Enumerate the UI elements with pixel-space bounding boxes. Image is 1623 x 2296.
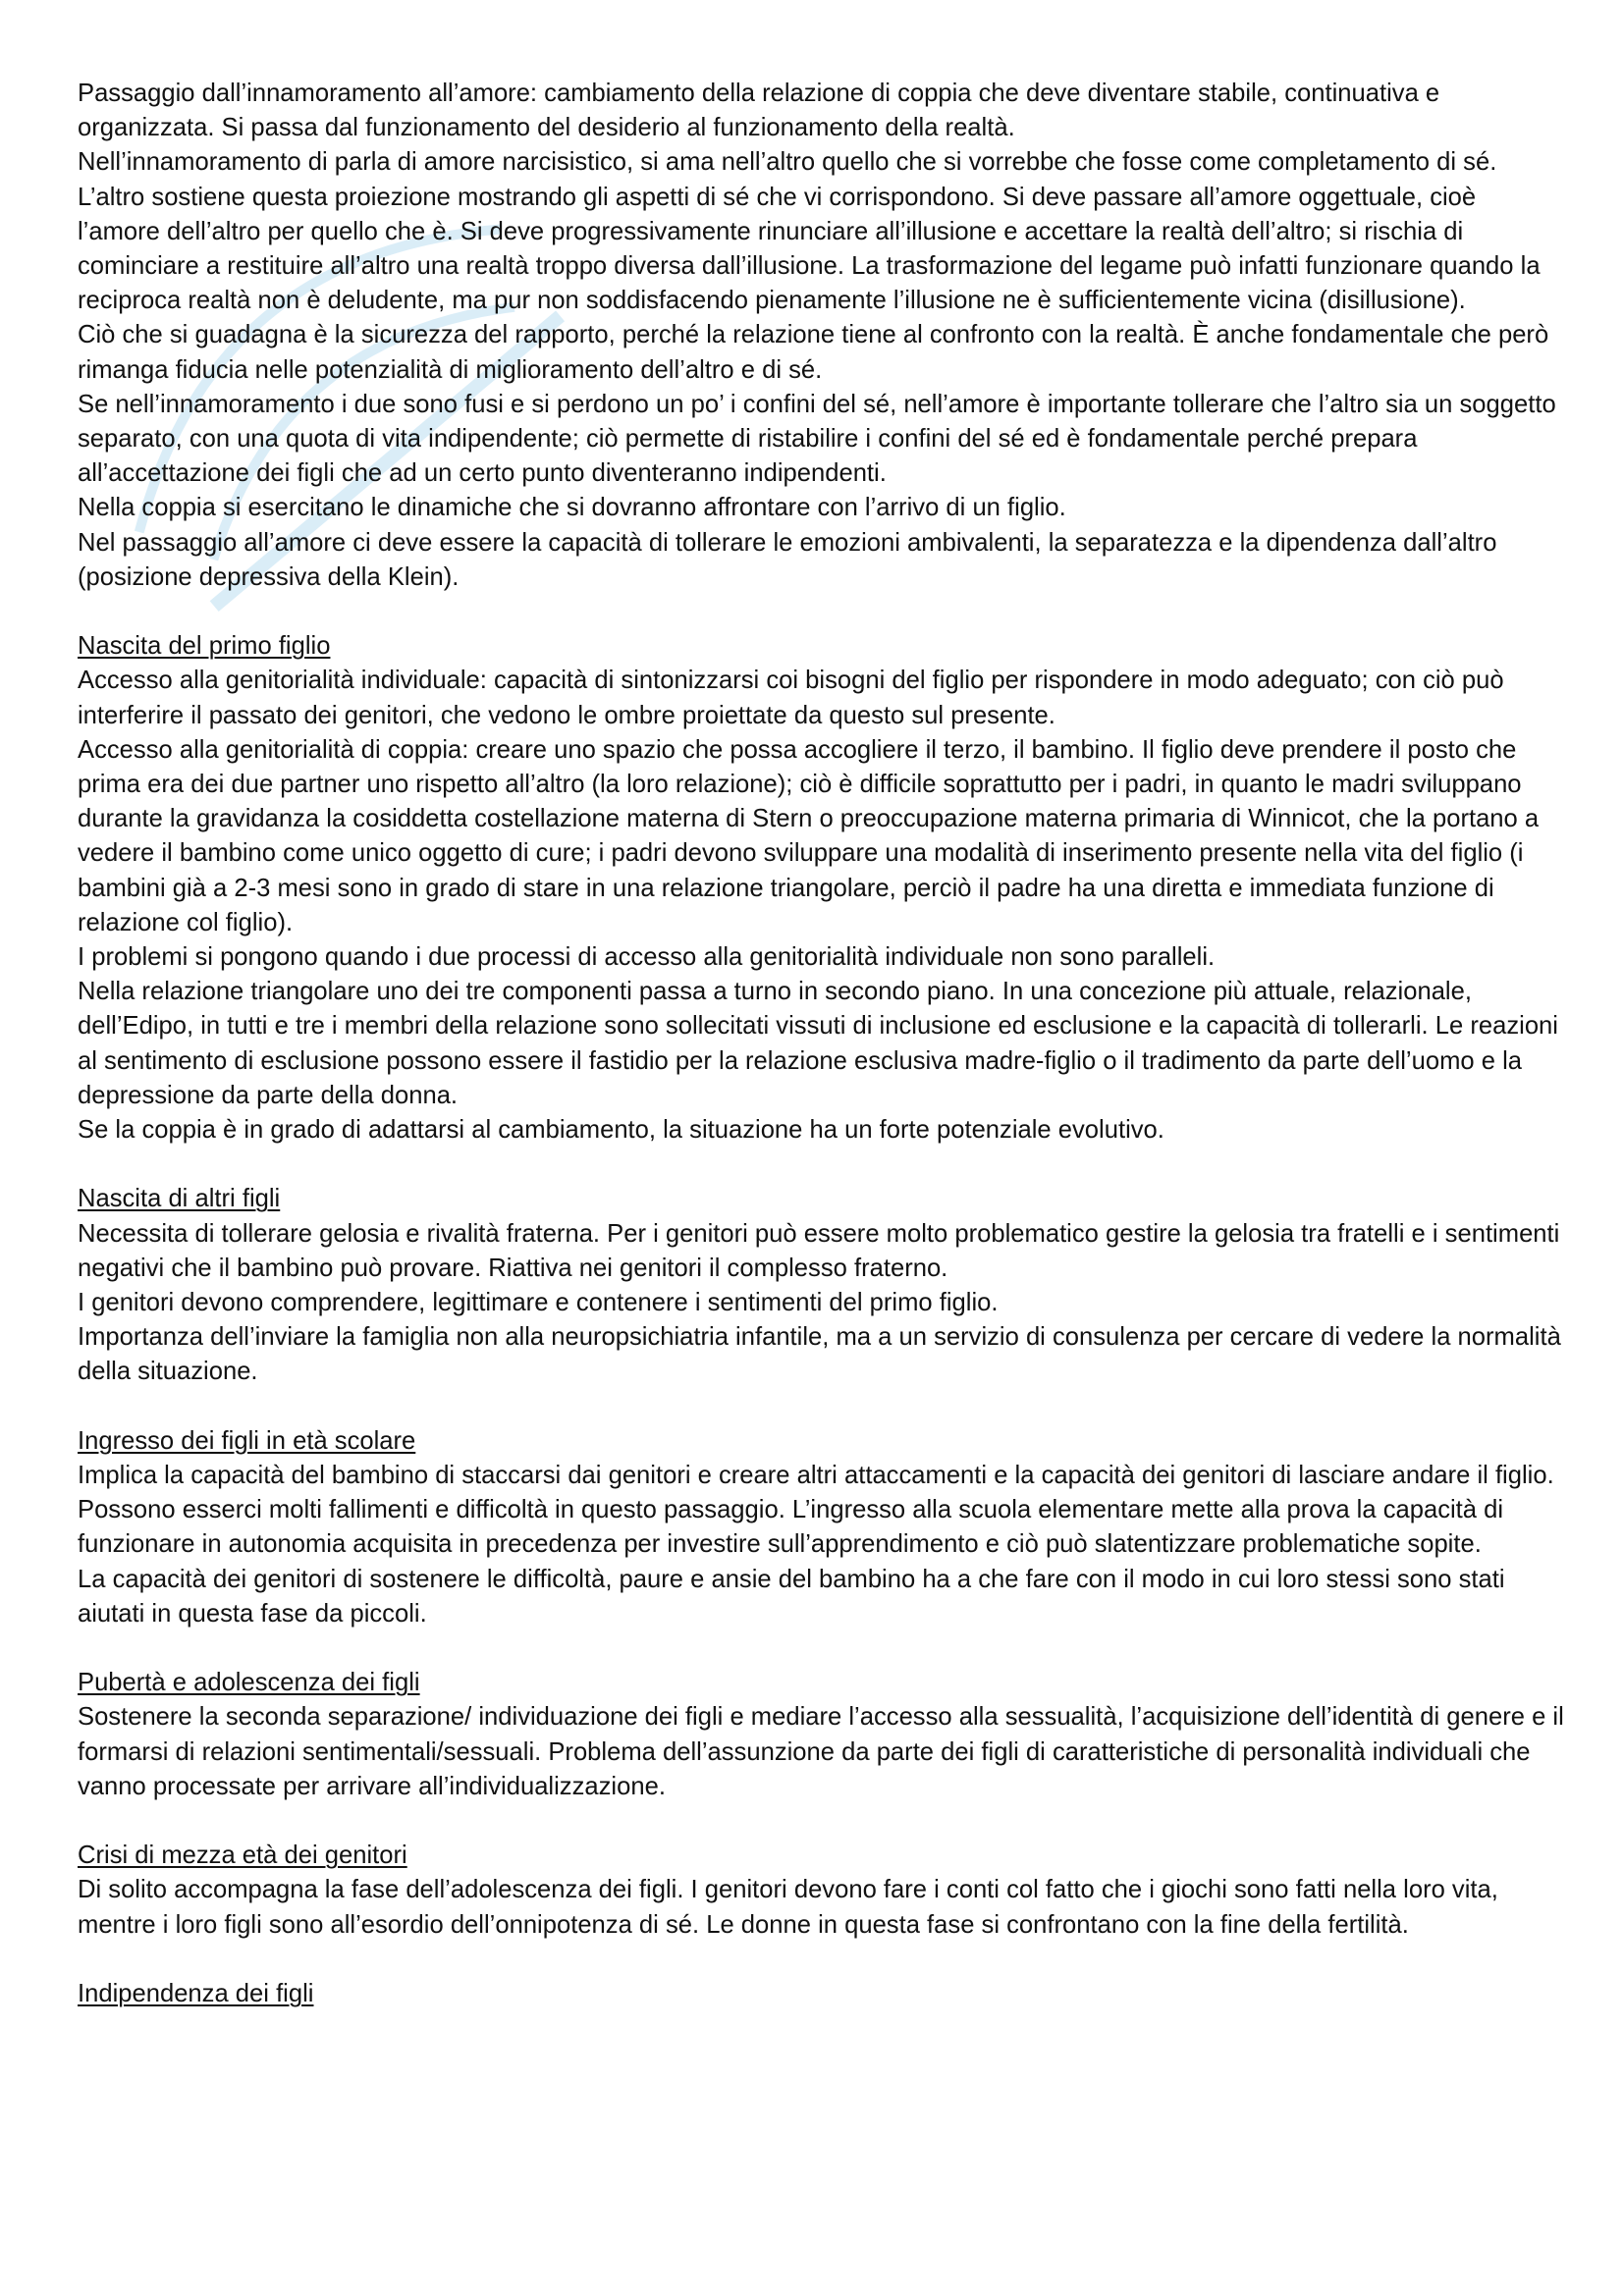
section-nascita-altri-figli: [78, 1182, 1565, 1389]
paragraph: Nel passaggio all’amore ci deve essere la capacità di tollerare le emozioni ambivalenti, la separatezza e la dipendenza dall’altro (posizione depressiva della Klein).: [78, 528, 1497, 591]
paragraph: La capacità dei genitori di sostenere le difficoltà, paure e ansie del bambino ha a che fare con il modo in cui loro stessi sono stati aiutati in questa fase da piccoli.: [78, 1565, 1505, 1628]
section-nascita-primo-figlio: [78, 629, 1565, 1148]
section-puberta-adolescenza: [78, 1666, 1565, 1804]
section-ingresso-eta-scolare: [78, 1424, 1565, 1631]
paragraph: Accesso alla genitorialità individuale: capacità di sintonizzarsi coi bisogni del figlio per rispondere in modo adeguato; con ciò può interferire il passato dei genitori, che vedono le ombre proiettate da questo sul presente.: [78, 667, 1504, 729]
section-indipendenza-figli: [78, 1977, 1565, 2011]
section-heading: Pubertà e adolescenza dei figli: [78, 1669, 420, 1697]
paragraph: Di solito accompagna la fase dell’adolescenza dei figli. I genitori devono fare i conti col fatto che i giochi sono fatti nella loro vita, mentre i loro figli sono all’esordio dell’onnipotenza di sé. Le donne in questa fase si confrontano con la fine della fertilità.: [78, 1876, 1498, 1939]
paragraph: Accesso alla genitorialità di coppia: creare uno spazio che possa accogliere il terzo, il bambino. Il figlio deve prendere il posto che prima era dei due partner uno rispetto all’altro (la loro relazione); ciò è difficile soprattutto per i padri, in quanto le madri sviluppano durante la gravidanza la cosiddetta costellazione materna di Stern o preoccupazione materna primaria di Winnicot, che la portano a vedere il bambino come unico oggetto di cure; i padri devono sviluppare una modalità di inserimento presente nella vita del figlio (i bambini già a 2-3 mesi sono in grado di stare in una relazione triangolare, perciò il padre ha una diretta e immediata funzione di relazione col figlio).: [78, 735, 1540, 936]
paragraph: Passaggio dall’innamoramento all’amore: cambiamento della relazione di coppia che deve diventare stabile, continuativa e organizzata. Si passa dal funzionamento del desiderio al funzionamento della realtà.: [78, 80, 1440, 142]
document-body: [78, 77, 1565, 2011]
paragraph: I problemi si pongono quando i due processi di accesso alla genitorialità individuale non sono paralleli.: [78, 943, 1216, 972]
paragraph: Nella coppia si esercitano le dinamiche che si dovranno affrontare con l’arrivo di un figlio.: [78, 494, 1066, 522]
paragraph: Implica la capacità del bambino di staccarsi dai genitori e creare altri attaccamenti e la capacità dei genitori di lasciare andare il figlio. Possono esserci molti fallimenti e difficoltà in questo passaggio. L’ingresso alla scuola elementare mette alla prova la capacità di funzionare in autonomia acquisita in precedenza per investire sull’apprendimento e ciò può slatentizzare problematiche sopite.: [78, 1462, 1554, 1559]
section-crisi-mezza-eta: [78, 1839, 1565, 1943]
section-heading: Nascita del primo figlio: [78, 632, 331, 661]
paragraph: Importanza dell’inviare la famiglia non alla neuropsichiatria infantile, ma a un servizio di consulenza per cercare di vedere la normalità della situazione.: [78, 1323, 1561, 1386]
section-heading: Ingresso dei figli in età scolare: [78, 1426, 416, 1455]
paragraph: I genitori devono comprendere, legittimare e contenere i sentimenti del primo figlio.: [78, 1289, 999, 1317]
section-heading: Indipendenza dei figli: [78, 1980, 314, 2008]
paragraph: Nella relazione triangolare uno dei tre componenti passa a turno in secondo piano. In una concezione più attuale, relazionale, dell’Edipo, in tutti e tre i membri della relazione sono sollecitati vissuti di inclusione ed esclusione e la capacità di tollerarli. Le reazioni al sentimento di esclusione possono essere il fastidio per la relazione esclusiva madre-figlio o il tradimento da parte dell’uomo e la depressione da parte della donna.: [78, 978, 1558, 1109]
intro-block: [78, 77, 1565, 595]
section-heading: Crisi di mezza età dei genitori: [78, 1842, 407, 1870]
paragraph: Sostenere la seconda separazione/ individuazione dei figli e mediare l’accesso alla sessualità, l’acquisizione dell’identità di genere e il formarsi di relazioni sentimentali/sessuali. Problema dell’assunzione da parte dei figli di caratteristiche di personalità individuali che vanno processate per arrivare all’individualizzazione.: [78, 1703, 1564, 1800]
paragraph: Nell’innamoramento di parla di amore narcisistico, si ama nell’altro quello che si vorrebbe che fosse come completamento di sé. L’altro sostiene questa proiezione mostrando gli aspetti di sé che vi corrispondono. Si deve passare all’amore oggettuale, cioè l’amore dell’altro per quello che è. Si deve progressivamente rinunciare all’illusione e accettare la realtà dell’altro; si rischia di cominciare a restituire all’altro una realtà troppo diversa dall’illusione. La trasformazione del legame può infatti funzionare quando la reciproca realtà non è deludente, ma pur non soddisfacendo pienamente l’illusione ne è sufficientemente vicina (disillusione).: [78, 148, 1541, 315]
section-heading: Nascita di altri figli: [78, 1185, 281, 1213]
paragraph: Necessita di tollerare gelosia e rivalità fraterna. Per i genitori può essere molto problematico gestire la gelosia tra fratelli e i sentimenti negativi che il bambino può provare. Riattiva nei genitori il complesso fraterno.: [78, 1219, 1560, 1282]
paragraph: Se nell’innamoramento i due sono fusi e si perdono un po’ i confini del sé, nell’amore è importante tollerare che l’altro sia un soggetto separato, con una quota di vita indipendente; ciò permette di ristabilire i confini del sé ed è fondamentale perché prepara all’accettazione dei figli che ad un certo punto diventeranno indipendenti.: [78, 390, 1556, 488]
paragraph: Se la coppia è in grado di adattarsi al cambiamento, la situazione ha un forte potenziale evolutivo.: [78, 1116, 1164, 1145]
paragraph: Ciò che si guadagna è la sicurezza del rapporto, perché la relazione tiene al confronto con la realtà. È anche fondamentale che però rimanga fiducia nelle potenzialità di miglioramento dell’altro e di sé.: [78, 321, 1549, 384]
